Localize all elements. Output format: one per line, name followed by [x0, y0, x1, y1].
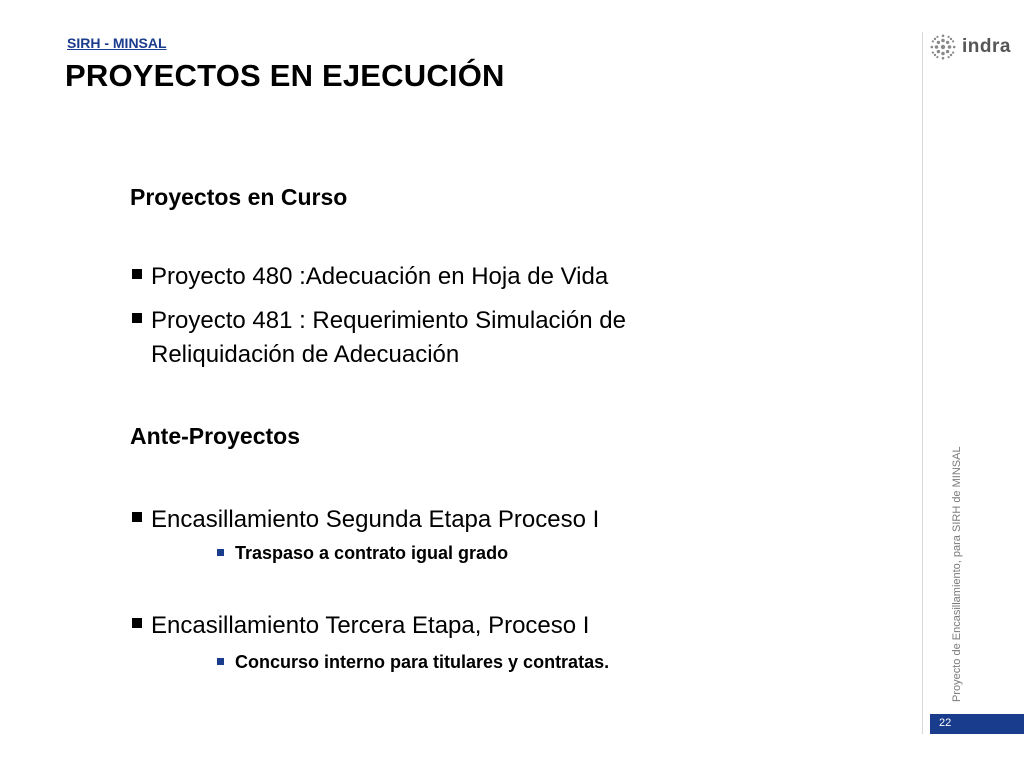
sub-list-item-label: Traspaso a contrato igual grado [235, 543, 509, 563]
list-item [130, 609, 751, 643]
logo-text: indra [962, 36, 1011, 57]
vertical-footer-text: Proyecto de Encasillamiento, para SIRH de MINSAL [951, 446, 963, 702]
list-item [130, 503, 751, 537]
page-number: 22 [939, 717, 952, 729]
sub-list-item [217, 543, 508, 564]
list-item-label: Encasillamiento Segunda Etapa Proceso I [151, 506, 600, 533]
square-bullet-icon [217, 549, 224, 556]
section-title-ante-proyectos: Ante-Proyectos [130, 423, 300, 449]
section-title-proyectos-en-curso: Proyectos en Curso [130, 184, 348, 210]
list-item-label: Encasillamiento Tercera Etapa, Proceso I [151, 612, 590, 639]
page-title: PROYECTOS EN EJECUCIÓN [65, 58, 505, 93]
page-number-box [930, 714, 1024, 734]
square-bullet-icon [132, 618, 142, 628]
square-bullet-icon [132, 313, 142, 323]
square-bullet-icon [132, 269, 142, 279]
sidebar-divider [922, 32, 923, 734]
sub-list-item-label: Concurso interno para titulares y contratas. [235, 652, 610, 672]
list-item [130, 260, 751, 294]
square-bullet-icon [132, 512, 142, 522]
indra-logo-icon [930, 34, 956, 60]
sub-list-item [217, 652, 609, 673]
header-link[interactable]: SIRH - MINSAL [67, 35, 167, 51]
list-item-label: Proyecto 480 :Adecuación en Hoja de Vida [151, 263, 609, 290]
list-item-label: Proyecto 481 : Requerimiento Simulación de Reliquidación de Adecuación [151, 307, 626, 368]
indra-logo [930, 34, 1011, 60]
list-item [130, 304, 751, 372]
square-bullet-icon [217, 658, 224, 665]
